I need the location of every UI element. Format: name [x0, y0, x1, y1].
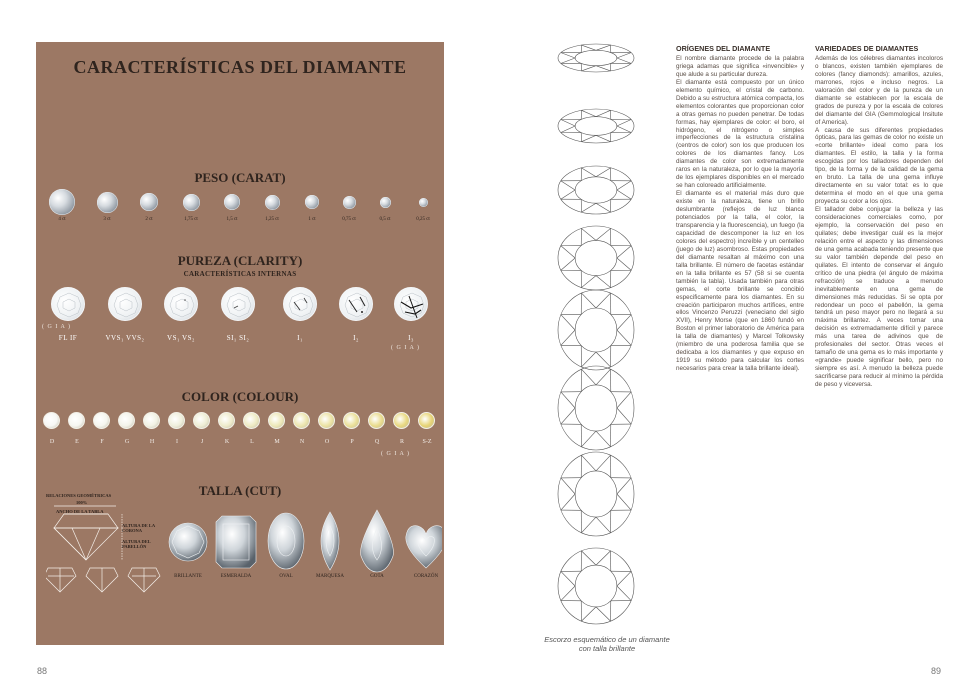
clarity-stone — [108, 287, 142, 321]
clarity-stone — [339, 287, 373, 321]
varieties-paragraph-1: Además de los célebres diamantes incoloros o blancos, existen también ejemplares de colores (fancy diamonds): amarillos, azules, marrones, rojos e incluso negros. La valoración del color y de la pureza de un diamante se establecen por la escala de grados de pureza y por la escala de colores del diamante del GIA (Gemmological Insitute of America). — [815, 54, 943, 126]
left-page-number: 88 — [37, 666, 48, 676]
color-stone — [118, 412, 135, 429]
color-stone — [368, 412, 385, 429]
cut-shape-label: BRILLANTE — [174, 574, 202, 579]
carat-weight-label: 1,5 ct — [226, 217, 238, 222]
clarity-grade-label: SI₁ SI₂ — [226, 334, 250, 342]
diamond-view — [558, 166, 634, 214]
diamond-view — [558, 109, 634, 143]
color-stone — [268, 412, 285, 429]
pear-cut-icon — [361, 510, 394, 572]
diamond-characteristics-panel — [36, 42, 444, 645]
carat-weight-label: 1,25 ct — [265, 217, 279, 222]
color-gia-label: ( G I A ) — [381, 451, 410, 457]
table-width-label: ANCHO DE LA TABLA — [56, 509, 104, 514]
color-stone — [168, 412, 185, 429]
diamond-view — [558, 452, 634, 536]
origins-paragraph-3: El diamante es el material más duro que existe en la naturaleza, tiene un brillo deslumbrante (reflejos de luz blanca potenciados por la talla, el color, la transparencia y la fluorescencia), un fuego (la capacidad de descomponer la luz en los colores del espectro) increíble y un centelleo (juego de luz) asombroso. Estas propiedades del diamante resaltan al máximo con una talla brillante. El número de facetas estándar en la talla brillante es 57 (58 si se cuenta también la tabla). Usada también para otras gemas, el corte brillante se concibió especificamente para los diamantes. En su creación participaron muchos artífices, entre ellos Vincenzo Peruzzi (veneciano del siglo XVII), Henry Morse (que en 1860 fundó en Boston el primer laboratorio de América para la talla de diamantes) y Marcel Tolkowsky (miembro de una poderosa familia que se dedicaba a los diamantes y que expuso en 1919 su método para calcular los cortes necesarios para crear la talla brillante ideal). — [676, 190, 804, 373]
clarity-stone — [221, 287, 255, 321]
brilliant-cut-foreshortening-illustration — [556, 38, 656, 633]
carat-stone — [49, 189, 75, 215]
carat-weight-label: 0,25 ct — [416, 217, 430, 222]
carat-weight-label: 3 ct — [103, 217, 111, 222]
geometric-relations-label: RELACIONES GEOMÉTRICAS — [46, 493, 112, 498]
gia-label-left: ( G I A ) — [42, 324, 71, 330]
carat-weight-label: 1 ct — [308, 217, 316, 222]
clarity-stone — [164, 287, 198, 321]
clarity-grade-label: I₁ — [297, 334, 303, 342]
color-stone — [393, 412, 410, 429]
color-stone — [418, 412, 435, 429]
color-grade-label: Q — [374, 439, 380, 445]
varieties-paragraph-3: El tallador debe conjugar la belleza y las consideraciones comerciales como, por ejemplo, la conservación del peso en quilates; debe investigar cuál es la mejor relación entre el aspecto y las dimensiones de una gema acabada teniendo presente que su valor también depende del peso en quilates. El intento de conservar el ángulo crítico de una piedra (el ángulo de máxima refracción) se traduce a menudo inevitablemente en una gema de dimensiones más reducidas. Si se opta por redondear un poco el pabellón, la gema tendrá un peso mayor pero no llegará a su máxima brillantez. A veces tomar una decisión es extremadamente difícil y parece más una tarea de adivinos que de profesionales del sector. Otras veces el tamaño de una gema es lo más importante y «grande» puede significar bello, pero no siempre es así. A menudo la belleza puede sacrificarse para reducir al mínimo la pérdida de peso y viceversa. — [815, 206, 943, 389]
color-grade-label: R — [399, 439, 404, 445]
diamond-view — [558, 548, 634, 624]
color-stone — [43, 412, 60, 429]
carat-stone — [419, 198, 428, 207]
color-stone — [243, 412, 260, 429]
gia-label-right: ( G I A ) — [391, 345, 420, 351]
cut-shape-label: ESMERALDA — [220, 574, 252, 579]
carat-stone — [183, 194, 200, 211]
cut-section-title: TALLA (CUT) — [198, 483, 282, 498]
origins-paragraph-2: El diamante está compuesto por un único elemento químico, el cristal de carbono. Debido a su estructura atómica compacta, los elementos colorantes que proporcionan color a otras gemas no pueden penetrar. De todas formas, hay ejemplares de color: el boro, el hidrógeno, el nitrógeno o simples imperfecciones de la estructura cristalina (centros de color) son los que producen los colores de los diamantes fancy. Los diamantes de color son extremadamente raros en la naturaleza, por lo que la mayoría de los ejemplares disponibles en el mercado se han coloreado artificialmente. — [676, 78, 804, 190]
clarity-stone — [51, 287, 85, 321]
color-section-title: COLOR (COLOUR) — [181, 389, 299, 404]
carat-section-title: PESO (CARAT) — [194, 170, 286, 185]
color-grade-label: I — [176, 439, 178, 445]
clarity-grade-label: I₃ — [408, 334, 414, 342]
color-stone — [68, 412, 85, 429]
clarity-grade-label: VS₁ VS₂ — [167, 334, 195, 342]
color-grade-label: M — [274, 439, 280, 445]
clarity-grade-label: FL IF — [58, 334, 78, 342]
color-grade-label: D — [49, 439, 55, 445]
cut-shape-label: MARQUESA — [315, 574, 345, 579]
color-stone — [293, 412, 310, 429]
color-grade-label: J — [200, 439, 204, 445]
clarity-grade-label: VVS₁ VVS₂ — [105, 334, 145, 342]
oval-cut-icon — [268, 513, 304, 569]
color-stone — [143, 412, 160, 429]
color-stone — [343, 412, 360, 429]
color-stone — [93, 412, 110, 429]
carat-stone — [265, 195, 280, 210]
page-title: CARACTERÍSTICAS DEL DIAMANTE — [73, 57, 407, 77]
percent-label: 100% — [76, 500, 88, 505]
origins-column — [676, 45, 804, 373]
varieties-paragraph-2: A causa de sus diferentes propiedades ópticas, para las gemas de color no existe un «corte brillante» ideal como para los diamantes. El estilo, la talla y la forma escogidas por los talladores dependen del tipo, de la forma y de la calidad de la gema en bruto. La talla de una gema influye directamente en su valor total: es lo que determina el modo en el que una gema proyecta su color a los ojos. — [815, 126, 943, 206]
carat-stone — [343, 196, 356, 209]
diamond-view — [558, 226, 634, 290]
color-stone — [318, 412, 335, 429]
cut-shapes-illustration — [164, 504, 442, 574]
color-grade-label: E — [75, 439, 79, 445]
carat-weight-label: 0,5 ct — [379, 217, 391, 222]
diamond-view — [558, 44, 634, 72]
carat-weight-label: 0,75 ct — [342, 217, 356, 222]
carat-weight-label: 1,75 ct — [184, 217, 198, 222]
origins-heading: ORÍGENES DEL DIAMANTE — [676, 44, 771, 53]
heart-cut-icon — [406, 526, 442, 568]
diamond-view — [558, 366, 634, 450]
cut-shape-label: OVAL — [279, 574, 293, 579]
carat-stone — [380, 197, 391, 208]
color-grade-label: F — [100, 439, 104, 445]
carat-stone — [140, 193, 158, 211]
carat-stone — [224, 194, 240, 210]
clarity-grade-label: I₂ — [353, 334, 359, 342]
right-page-number: 89 — [931, 666, 942, 676]
clarity-section-title: PUREZA (CLARITY) — [177, 253, 303, 268]
carat-stone — [97, 192, 118, 213]
clarity-stone — [394, 287, 428, 321]
brilliant-cut-icon — [169, 523, 207, 561]
illustration-caption: Escorzo esquemático de un diamante con talla brillante — [544, 635, 670, 653]
color-grade-label: L — [250, 439, 254, 445]
varieties-column — [815, 45, 943, 389]
pavilion-height-label: ALTURA DEL PABELLÓN — [122, 539, 151, 549]
color-grade-label: N — [299, 439, 305, 445]
clarity-stone — [283, 287, 317, 321]
varieties-heading: VARIEDADES DE DIAMANTES — [815, 44, 919, 53]
crown-height-label: ALTURA DE LA CORONA — [122, 523, 155, 533]
carat-weight-label: 4 ct — [58, 217, 66, 222]
marquise-cut-icon — [321, 512, 339, 570]
origins-paragraph-1: El nombre diamante procede de la palabra griega adamas que significa «invencible» y que alude a su particular dureza. — [676, 54, 804, 78]
color-grade-label: G — [124, 439, 130, 445]
geometric-relations-diagram — [46, 502, 166, 602]
color-grade-label: O — [324, 439, 330, 445]
color-stone — [193, 412, 210, 429]
color-grade-label: K — [224, 439, 230, 445]
color-grade-label: H — [149, 439, 155, 445]
color-grade-label: S-Z — [422, 439, 432, 445]
carat-weight-label: 2 ct — [145, 217, 153, 222]
color-stone — [218, 412, 235, 429]
color-grade-label: P — [350, 439, 354, 445]
diamond-view — [558, 290, 634, 370]
carat-stone — [305, 195, 319, 209]
cut-shape-label: CORAZÓN — [413, 574, 439, 579]
clarity-subtitle: CARACTERÍSTICAS INTERNAS — [183, 270, 297, 278]
cut-shape-label: GOTA — [370, 574, 384, 579]
